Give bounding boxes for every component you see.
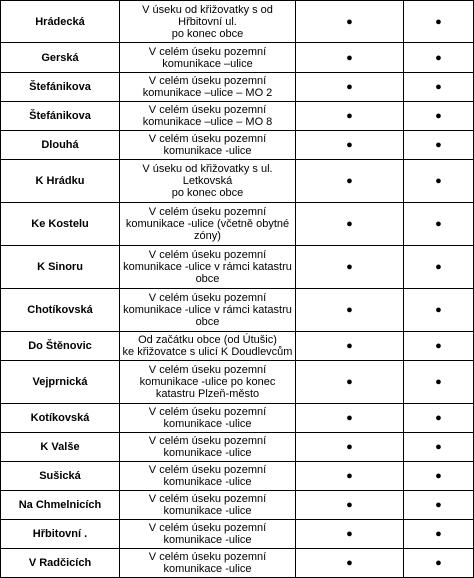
marker-dot-icon: ●	[404, 549, 474, 578]
street-name-cell: V Radčicích	[1, 549, 120, 578]
street-name-cell: Sušická	[1, 462, 120, 491]
table-row	[1, 73, 474, 102]
table-row	[1, 549, 474, 578]
street-name-cell: Štefánikova	[1, 102, 120, 131]
section-description-cell: V celém úseku pozemní komunikace –ulice – MO 8	[120, 102, 296, 131]
table-row	[1, 102, 474, 131]
marker-dot-icon: ●	[296, 160, 404, 203]
street-name-cell: Gerská	[1, 43, 120, 73]
marker-dot-icon: ●	[404, 433, 474, 462]
marker-dot-icon: ●	[296, 404, 404, 433]
street-name-cell: Hrádecká	[1, 1, 120, 43]
section-description-cell: V celém úseku pozemní komunikace -ulice	[120, 491, 296, 520]
marker-dot-icon: ●	[404, 289, 474, 332]
marker-dot-icon: ●	[404, 361, 474, 404]
section-description-cell: V celém úseku pozemní komunikace –ulice – MO 2	[120, 73, 296, 102]
section-description-cell: V celém úseku pozemní komunikace -ulice v rámci katastru obce	[120, 289, 296, 332]
table-row	[1, 462, 474, 491]
section-description-cell: V celém úseku pozemní komunikace –ulice	[120, 43, 296, 73]
table-row	[1, 246, 474, 289]
marker-dot-icon: ●	[404, 102, 474, 131]
section-description-cell: V celém úseku pozemní komunikace -ulice	[120, 433, 296, 462]
marker-dot-icon: ●	[404, 462, 474, 491]
table-row	[1, 203, 474, 246]
marker-dot-icon: ●	[404, 203, 474, 246]
table-row	[1, 1, 474, 43]
street-name-cell: Štefánikova	[1, 73, 120, 102]
marker-dot-icon: ●	[296, 462, 404, 491]
table-row	[1, 160, 474, 203]
street-name-cell: Ke Kostelu	[1, 203, 120, 246]
street-name-cell: Vejprnická	[1, 361, 120, 404]
table-row	[1, 520, 474, 549]
table-row	[1, 491, 474, 520]
table-row	[1, 332, 474, 361]
section-description-cell: V celém úseku pozemní komunikace -ulice	[120, 520, 296, 549]
marker-dot-icon: ●	[404, 73, 474, 102]
street-name-cell: K Valše	[1, 433, 120, 462]
street-name-cell: Hřbitovní .	[1, 520, 120, 549]
marker-dot-icon: ●	[404, 160, 474, 203]
section-description-cell: V celém úseku pozemní komunikace -ulice	[120, 404, 296, 433]
marker-dot-icon: ●	[296, 43, 404, 73]
marker-dot-icon: ●	[296, 332, 404, 361]
marker-dot-icon: ●	[404, 246, 474, 289]
marker-dot-icon: ●	[296, 102, 404, 131]
marker-dot-icon: ●	[404, 404, 474, 433]
street-name-cell: Kotíkovská	[1, 404, 120, 433]
marker-dot-icon: ●	[296, 203, 404, 246]
section-description-cell: V celém úseku pozemní komunikace -ulice v rámci katastru obce	[120, 246, 296, 289]
marker-dot-icon: ●	[404, 520, 474, 549]
marker-dot-icon: ●	[296, 361, 404, 404]
table-row	[1, 361, 474, 404]
marker-dot-icon: ●	[404, 332, 474, 361]
street-name-cell: Do Štěnovic	[1, 332, 120, 361]
marker-dot-icon: ●	[296, 520, 404, 549]
street-name-cell: Na Chmelnicích	[1, 491, 120, 520]
table-row	[1, 131, 474, 160]
section-description-cell: V celém úseku pozemní komunikace -ulice (včetně obytné zóny)	[120, 203, 296, 246]
marker-dot-icon: ●	[296, 549, 404, 578]
marker-dot-icon: ●	[296, 73, 404, 102]
section-description-cell: V úseku od křižovatky s od Hřbitovní ul. po konec obce	[120, 1, 296, 43]
marker-dot-icon: ●	[296, 131, 404, 160]
marker-dot-icon: ●	[404, 43, 474, 73]
section-description-cell: V celém úseku pozemní komunikace -ulice	[120, 131, 296, 160]
marker-dot-icon: ●	[296, 1, 404, 43]
table-row	[1, 289, 474, 332]
street-name-cell: Dlouhá	[1, 131, 120, 160]
marker-dot-icon: ●	[296, 246, 404, 289]
marker-dot-icon: ●	[296, 491, 404, 520]
marker-dot-icon: ●	[296, 289, 404, 332]
marker-dot-icon: ●	[404, 1, 474, 43]
section-description-cell: V úseku od křižovatky s ul. Letkovská po konec obce	[120, 160, 296, 203]
street-name-cell: K Sinoru	[1, 246, 120, 289]
section-description-cell: Od začátku obce (od Útušic) ke křižovatce s ulicí K Doudlevcům	[120, 332, 296, 361]
streets-table-body	[1, 1, 474, 578]
marker-dot-icon: ●	[404, 491, 474, 520]
table-row	[1, 43, 474, 73]
section-description-cell: V celém úseku pozemní komunikace -ulice	[120, 549, 296, 578]
table-row	[1, 404, 474, 433]
section-description-cell: V celém úseku pozemní komunikace -ulice po konec katastru Plzeň-město	[120, 361, 296, 404]
street-name-cell: K Hrádku	[1, 160, 120, 203]
table-row	[1, 433, 474, 462]
street-name-cell: Chotíkovská	[1, 289, 120, 332]
section-description-cell: V celém úseku pozemní komunikace -ulice	[120, 462, 296, 491]
marker-dot-icon: ●	[296, 433, 404, 462]
marker-dot-icon: ●	[404, 131, 474, 160]
